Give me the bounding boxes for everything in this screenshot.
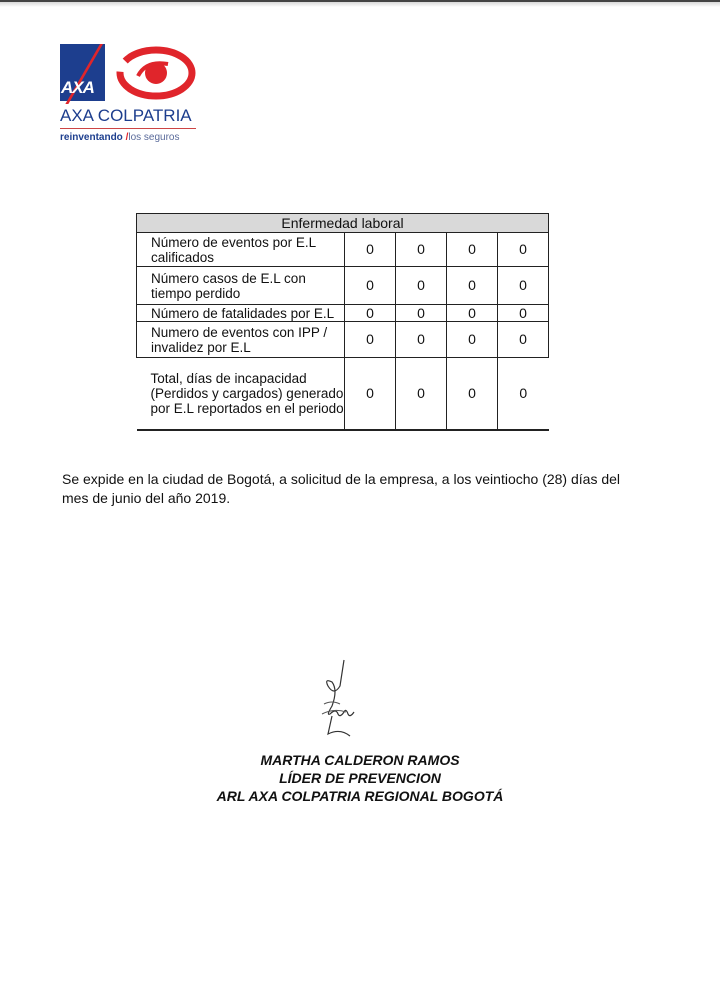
table-header: Enfermedad laboral bbox=[137, 214, 549, 233]
row-label: Total, días de incapacidad (Perdidos y cargados) generado por E.L reportados en el periodo bbox=[137, 358, 345, 430]
row-label: Numero de eventos con IPP / invalidez por E.L bbox=[137, 322, 345, 358]
row-value: 0 bbox=[345, 305, 396, 322]
row-label: Número de eventos por E.L calificados bbox=[137, 233, 345, 267]
brand-tagline bbox=[60, 132, 180, 143]
brand-divider bbox=[60, 128, 196, 129]
signatory-organization: ARL AXA COLPATRIA REGIONAL BOGOTÁ bbox=[216, 788, 504, 804]
row-value: 0 bbox=[345, 267, 396, 305]
closing-statement: Se expide en la ciudad de Bogotá, a solicitud de la empresa, a los veintiocho (28) días del mes de junio del año 2019. bbox=[62, 471, 621, 506]
axa-mark bbox=[60, 44, 105, 101]
tagline-slash: / bbox=[125, 132, 129, 143]
occupational-disease-table bbox=[136, 213, 549, 431]
row-value: 0 bbox=[345, 233, 396, 267]
row-value: 0 bbox=[396, 267, 447, 305]
brand-name: AXA COLPATRIA bbox=[60, 106, 192, 125]
axa-colpatria-logo bbox=[58, 42, 203, 152]
table-row bbox=[137, 358, 549, 430]
row-value: 0 bbox=[498, 233, 549, 267]
table-row bbox=[137, 267, 549, 305]
row-value: 0 bbox=[396, 305, 447, 322]
row-value: 0 bbox=[345, 358, 396, 430]
row-value: 0 bbox=[498, 267, 549, 305]
axa-mark-text: AXA bbox=[61, 78, 94, 97]
signatory-title: LÍDER DE PREVENCION bbox=[279, 770, 441, 786]
table-row bbox=[137, 322, 549, 358]
signatory-name: MARTHA CALDERON RAMOS bbox=[260, 752, 460, 768]
table-row bbox=[137, 233, 549, 267]
row-value: 0 bbox=[447, 358, 498, 430]
tagline-light: los seguros bbox=[128, 132, 180, 143]
viewer-top-shadow bbox=[0, 2, 720, 7]
row-label: Número de fatalidades por E.L bbox=[137, 305, 345, 322]
row-value: 0 bbox=[396, 358, 447, 430]
row-value: 0 bbox=[345, 322, 396, 358]
row-value: 0 bbox=[498, 358, 549, 430]
signatory-block bbox=[180, 751, 540, 805]
row-value: 0 bbox=[447, 322, 498, 358]
row-value: 0 bbox=[447, 267, 498, 305]
row-value: 0 bbox=[498, 305, 549, 322]
row-label: Número casos de E.L con tiempo perdido bbox=[137, 267, 345, 305]
colpatria-swirl-icon bbox=[116, 46, 196, 100]
row-value: 0 bbox=[447, 305, 498, 322]
row-value: 0 bbox=[396, 322, 447, 358]
row-value: 0 bbox=[498, 322, 549, 358]
row-value: 0 bbox=[396, 233, 447, 267]
handwritten-signature bbox=[310, 656, 370, 751]
table-row bbox=[137, 305, 549, 322]
row-value: 0 bbox=[447, 233, 498, 267]
tagline-bold: reinventando bbox=[60, 132, 123, 143]
